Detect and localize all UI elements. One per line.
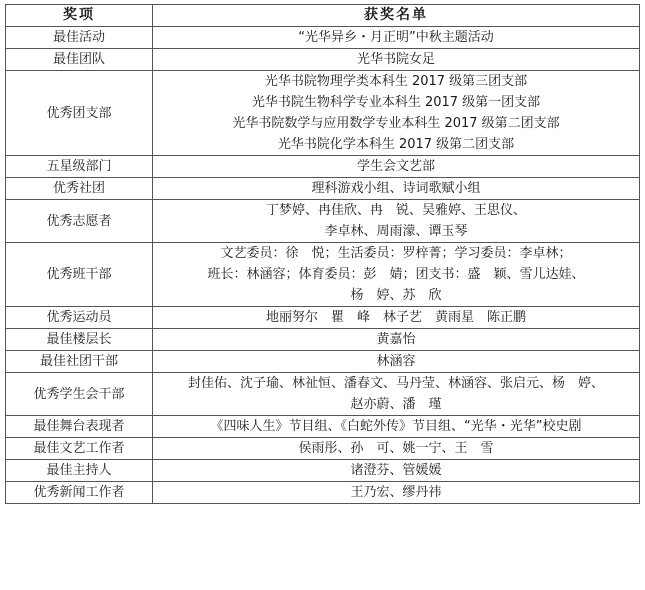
winner-line: 光华书院女足 [356,52,435,67]
award-cell: 最佳活动 [6,27,153,49]
table-body [6,27,640,504]
winner-line: 光华书院物理学类本科生 2017 级第三团支部 [264,74,528,89]
award-cell: 最佳楼层长 [6,329,153,351]
winner-line: “光华异乡・月正明”中秋主题活动 [298,30,494,45]
table-row [6,178,640,200]
table-header-row [6,5,640,27]
winners-cell [153,178,640,200]
table-row [6,27,640,49]
winner-line: 侯雨彤、孙 可、姚一宁、王 雪 [298,441,494,456]
winner-line: 光华书院生物科学专业本科生 2017 级第一团支部 [251,95,541,110]
winner-line: 李卓林、周雨濛、谭玉琴 [324,224,468,239]
header-winners: 获奖名单 [153,5,640,27]
table-row [6,243,640,307]
award-cell: 优秀新闻工作者 [6,482,153,504]
table-row [6,373,640,416]
winner-line: 杨 婷、苏 欣 [350,288,442,303]
winners-cell [153,438,640,460]
award-cell: 五星级部门 [6,156,153,178]
table-row [6,416,640,438]
award-cell: 优秀志愿者 [6,200,153,243]
award-cell: 优秀班干部 [6,243,153,307]
header-award: 奖项 [6,5,153,27]
award-table-container [5,4,639,504]
table-row [6,351,640,373]
winner-line: 林涵容 [376,354,416,369]
winners-cell [153,482,640,504]
winner-line: 黄嘉怡 [376,332,416,347]
winners-cell [153,49,640,71]
award-cell: 优秀团支部 [6,71,153,156]
table-row [6,438,640,460]
award-table [5,4,640,504]
award-cell: 优秀社团 [6,178,153,200]
winner-line: 光华书院数学与应用数学专业本科生 2017 级第二团支部 [232,116,560,131]
table-row [6,71,640,156]
winner-line: 赵亦蔚、潘 瑾 [350,397,442,412]
winner-line: 地丽努尔 瞿 峰 林子艺 黄雨星 陈正鹏 [265,310,526,325]
table-row [6,307,640,329]
award-cell: 最佳社团干部 [6,351,153,373]
award-cell: 最佳主持人 [6,460,153,482]
winners-cell [153,351,640,373]
winner-line: 光华书院化学本科生 2017 级第二团支部 [277,137,515,152]
winners-cell [153,329,640,351]
award-cell: 优秀学生会干部 [6,373,153,416]
winners-cell [153,307,640,329]
winners-cell [153,373,640,416]
table-row [6,482,640,504]
winner-line: 理科游戏小组、诗词歌赋小组 [311,181,481,196]
winner-line: 学生会文艺部 [356,159,435,174]
winner-line: 《四味人生》节目组、《白蛇外传》节目组、“光华・光华”校史剧 [210,419,582,434]
winners-cell [153,27,640,49]
winners-cell [153,200,640,243]
table-row [6,49,640,71]
table-row [6,329,640,351]
winners-cell [153,243,640,307]
winner-line: 丁梦婷、冉佳欣、冉 锐、吴雅婷、王思仪、 [265,203,526,218]
award-cell: 最佳文艺工作者 [6,438,153,460]
award-cell: 最佳舞台表现者 [6,416,153,438]
winner-line: 王乃宏、缪丹祎 [350,485,442,500]
award-cell: 优秀运动员 [6,307,153,329]
winner-line: 文艺委员：徐 悦；生活委员：罗梓菁；学习委员：李卓林； [220,246,572,261]
winner-line: 诸澄芬、管媛媛 [350,463,442,478]
winners-cell [153,460,640,482]
winner-line: 班长：林涵容；体育委员：彭 婧；团支书：盛 颖、雪儿达娃、 [207,267,585,282]
table-row [6,156,640,178]
winners-cell [153,156,640,178]
winner-line: 封佳佑、沈子瑜、林祉恒、潘春文、马丹莹、林涵容、张启元、杨 婷、 [187,376,604,391]
winners-cell [153,71,640,156]
table-row [6,200,640,243]
winners-cell [153,416,640,438]
award-cell: 最佳团队 [6,49,153,71]
table-row [6,460,640,482]
